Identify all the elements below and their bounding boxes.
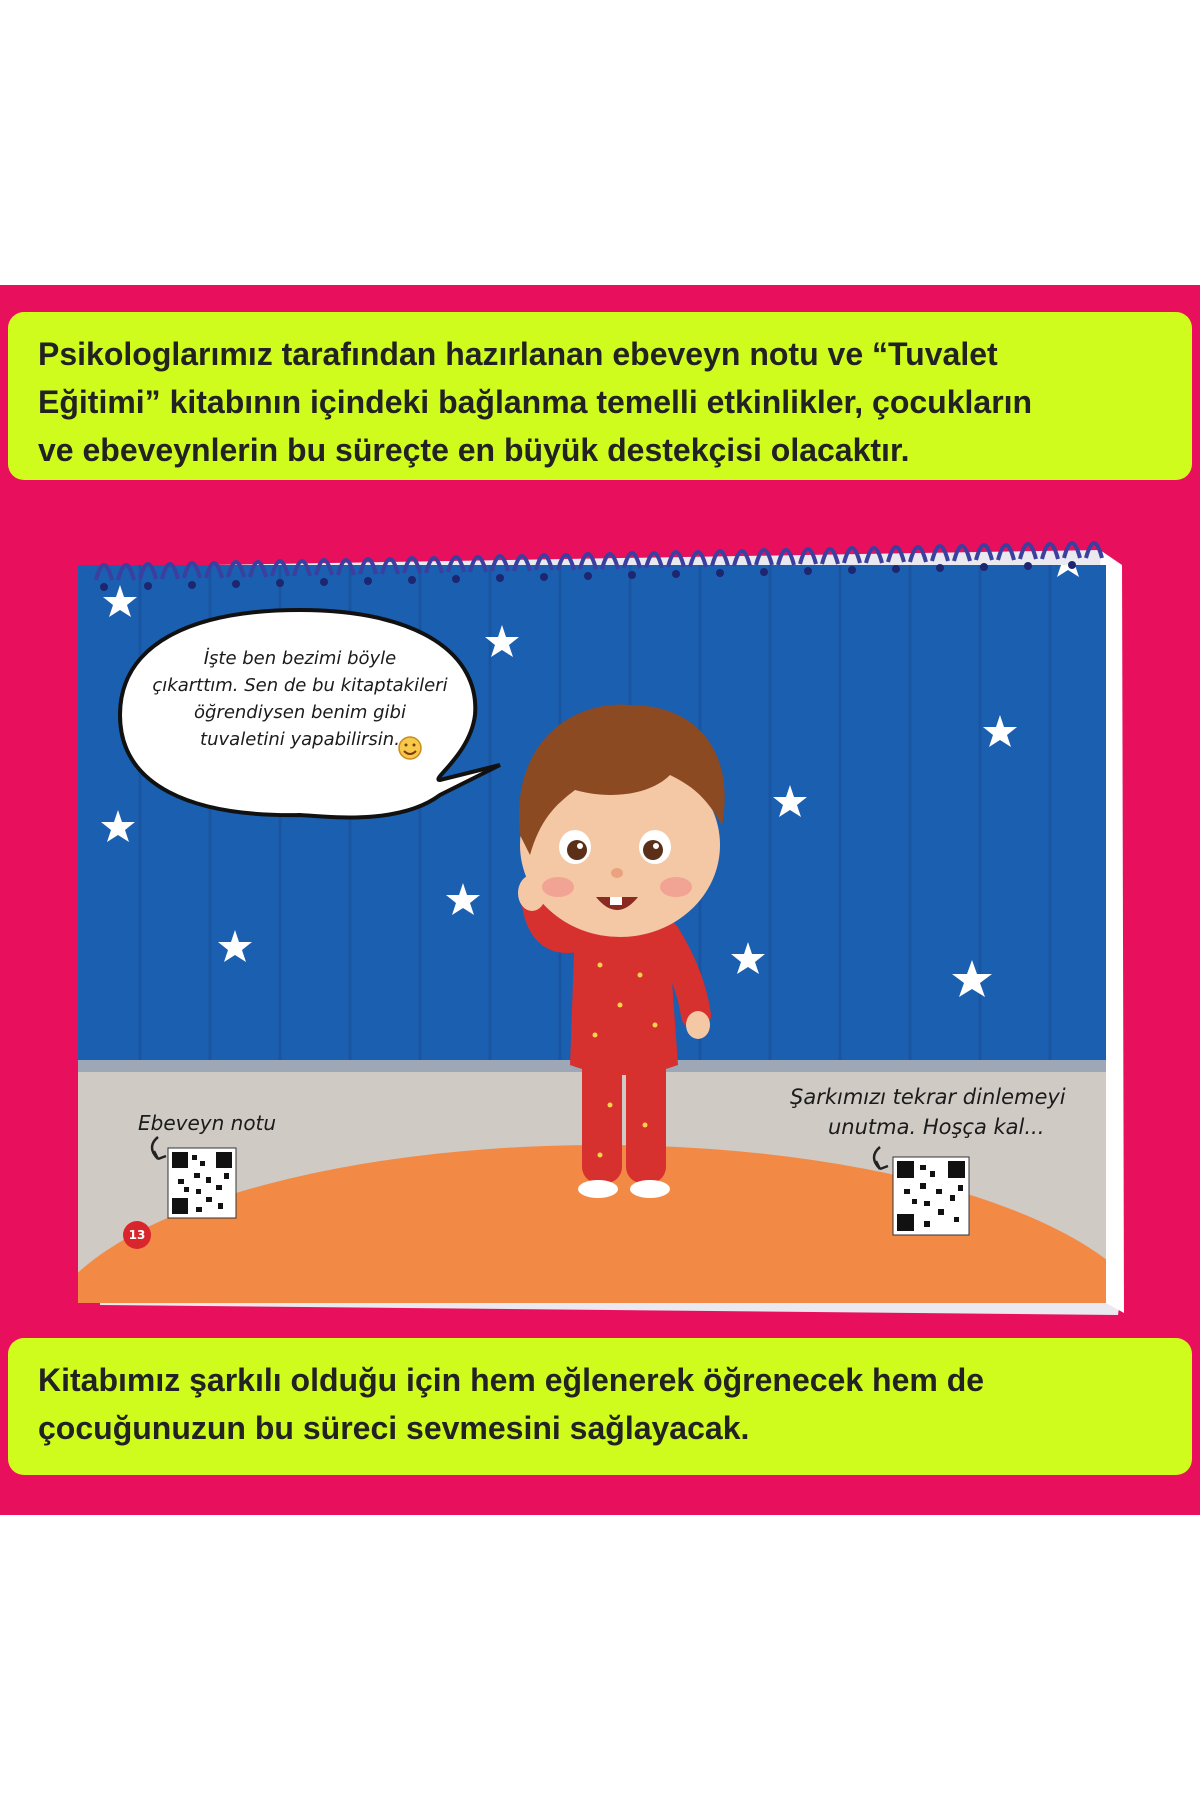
- bottom-text-line-2: çocuğunuzun bu süreci sevmesini sağlayacak.: [38, 1410, 750, 1446]
- book-page-art: [0, 505, 1200, 1325]
- top-text-line-3: ve ebeveynlerin bu süreçte en büyük destekçisi olacaktır.: [38, 432, 910, 468]
- qr-code-icon: [168, 1148, 236, 1218]
- bubble-line-4: tuvaletini yapabilirsin.: [200, 729, 400, 750]
- parent-note-label: Ebeveyn notu: [138, 1111, 277, 1135]
- qr-code-icon: [893, 1157, 969, 1235]
- book-illustration: [0, 505, 1200, 1325]
- bottom-description-box: [8, 1338, 1192, 1475]
- speech-bubble-text: [140, 645, 460, 753]
- song-reminder-line-1: Şarkımızı tekrar dinlemeyi: [790, 1085, 1066, 1109]
- top-text-line-1: Psikologlarımız tarafından hazırlanan ebeveyn notu ve “Tuvalet: [38, 336, 998, 372]
- bubble-line-1: İşte ben bezimi böyle: [203, 648, 397, 669]
- song-reminder-line-2: unutma. Hoşça kal...: [828, 1115, 1045, 1139]
- page-number-badge: 13: [123, 1221, 151, 1249]
- top-text-line-2: Eğitimi” kitabının içindeki bağlanma temelli etkinlikler, çocukların: [38, 384, 1033, 420]
- bubble-line-3: öğrendiysen benim gibi: [193, 702, 406, 723]
- bottom-text-line-1: Kitabımız şarkılı olduğu için hem eğlenerek öğrenecek hem de: [38, 1362, 985, 1398]
- bubble-line-2: çıkarttım. Sen de bu kitaptakileri: [152, 675, 448, 696]
- top-description-box: [8, 312, 1192, 480]
